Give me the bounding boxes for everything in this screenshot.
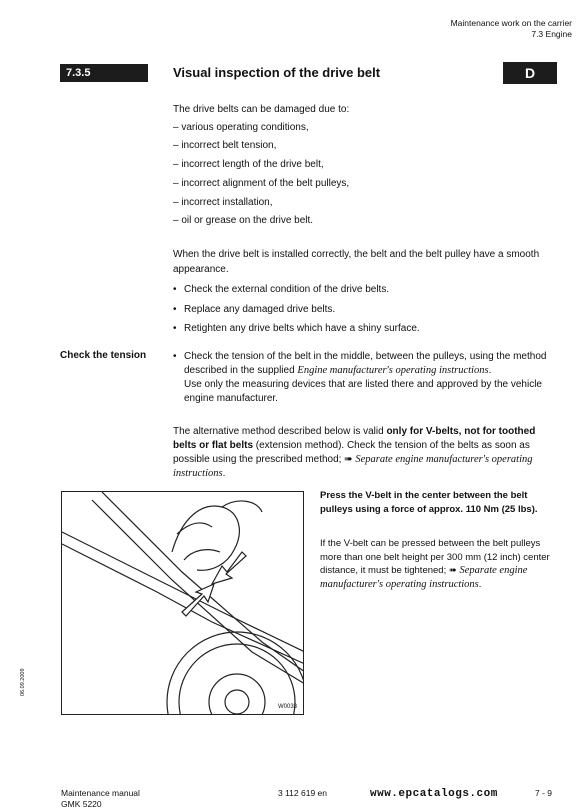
bullet-item: • Check the external condition of the drive belts.	[173, 283, 558, 298]
figure-code: W0033	[277, 704, 297, 710]
header-section: 7.3 Engine	[531, 29, 572, 39]
tension-bullet: • Check the tension of the belt in the middle, between the pulleys, using the method described in the supplied Engine manufacturer's operating instructions. Use only the measuring devices that are listed there and approved by the vehicle engine manufacturer.	[173, 350, 558, 406]
bullet-item: • Replace any damaged drive belts.	[173, 303, 558, 318]
v-belt-emphasis: only for V-belts, not for toothed belts or flat belts	[173, 426, 536, 451]
reference-engine-manual: Engine manufacturer's operating instructions	[297, 365, 489, 376]
measuring-devices-note: Use only the measuring devices that are listed there and approved by the vehicle engine manufacturer.	[184, 379, 542, 404]
bullet-glyph: •	[173, 323, 177, 334]
cause-item: – oil or grease on the drive belt.	[173, 215, 314, 226]
revision-date: 06.09.2009	[20, 668, 26, 696]
reference-separate-manual: Separate engine manufacturer's operating instructions	[320, 565, 528, 590]
reference-arrow-icon: ➠	[344, 454, 353, 465]
footer-model: GMK 5220	[61, 799, 102, 809]
watermark-website: www.epcatalogs.com	[370, 788, 498, 800]
cause-item: – incorrect installation,	[173, 197, 273, 208]
bullet-glyph: •	[173, 351, 177, 362]
footer-doc-number: 3 112 619 en	[278, 788, 327, 798]
correct-install-paragraph: When the drive belt is installed correctly, the belt and the belt pulley have a smooth appearance.	[173, 249, 540, 275]
header-chapter: Maintenance work on the carrier	[450, 18, 572, 28]
reference-arrow-icon: ➠	[448, 565, 457, 576]
bullet-glyph: •	[173, 304, 177, 315]
figure-caption-bold: Press the V-belt in the center between the belt pulleys using a force of approx. 110 Nm (25 lbs).	[320, 490, 538, 515]
bullet-glyph: •	[173, 284, 177, 295]
cause-item: – incorrect alignment of the belt pulleys,	[173, 178, 350, 189]
section-number: 7.3.5	[60, 64, 148, 82]
section-title: Visual inspection of the drive belt	[173, 65, 381, 80]
alternative-method-paragraph: The alternative method described below is valid only for V-belts, not for toothed belts or flat belts (extension method). Check the tension of the belts as soon as possible using the prescribed method; ➠ Separate engine manufacturer's operating instructions.	[173, 426, 536, 479]
cause-item: – incorrect belt tension,	[173, 140, 277, 151]
cause-item: – incorrect length of the drive belt,	[173, 159, 324, 170]
running-header	[451, 18, 572, 40]
reference-separate-manual: Separate engine manufacturer's operating instructions	[173, 454, 533, 479]
belt-pulley-illustration	[62, 492, 304, 715]
figure-caption-text: If the V-belt can be pressed between the belt pulleys more than one belt height per 300 mm (12 inch) center distance, it must be tightened; ➠ Separate engine manufacturer's operating instructions.	[320, 538, 550, 590]
intro-text: The drive belts can be damaged due to:	[173, 104, 350, 115]
language-badge: D	[503, 62, 557, 84]
page-number: 7 - 9	[535, 788, 553, 798]
belt-tension-figure	[61, 491, 304, 715]
cause-item: – various operating conditions,	[173, 122, 309, 133]
footer-manual-title: Maintenance manual	[61, 788, 140, 798]
bullet-item: • Retighten any drive belts which have a shiny surface.	[173, 322, 558, 337]
side-heading-check-tension: Check the tension	[60, 350, 147, 361]
